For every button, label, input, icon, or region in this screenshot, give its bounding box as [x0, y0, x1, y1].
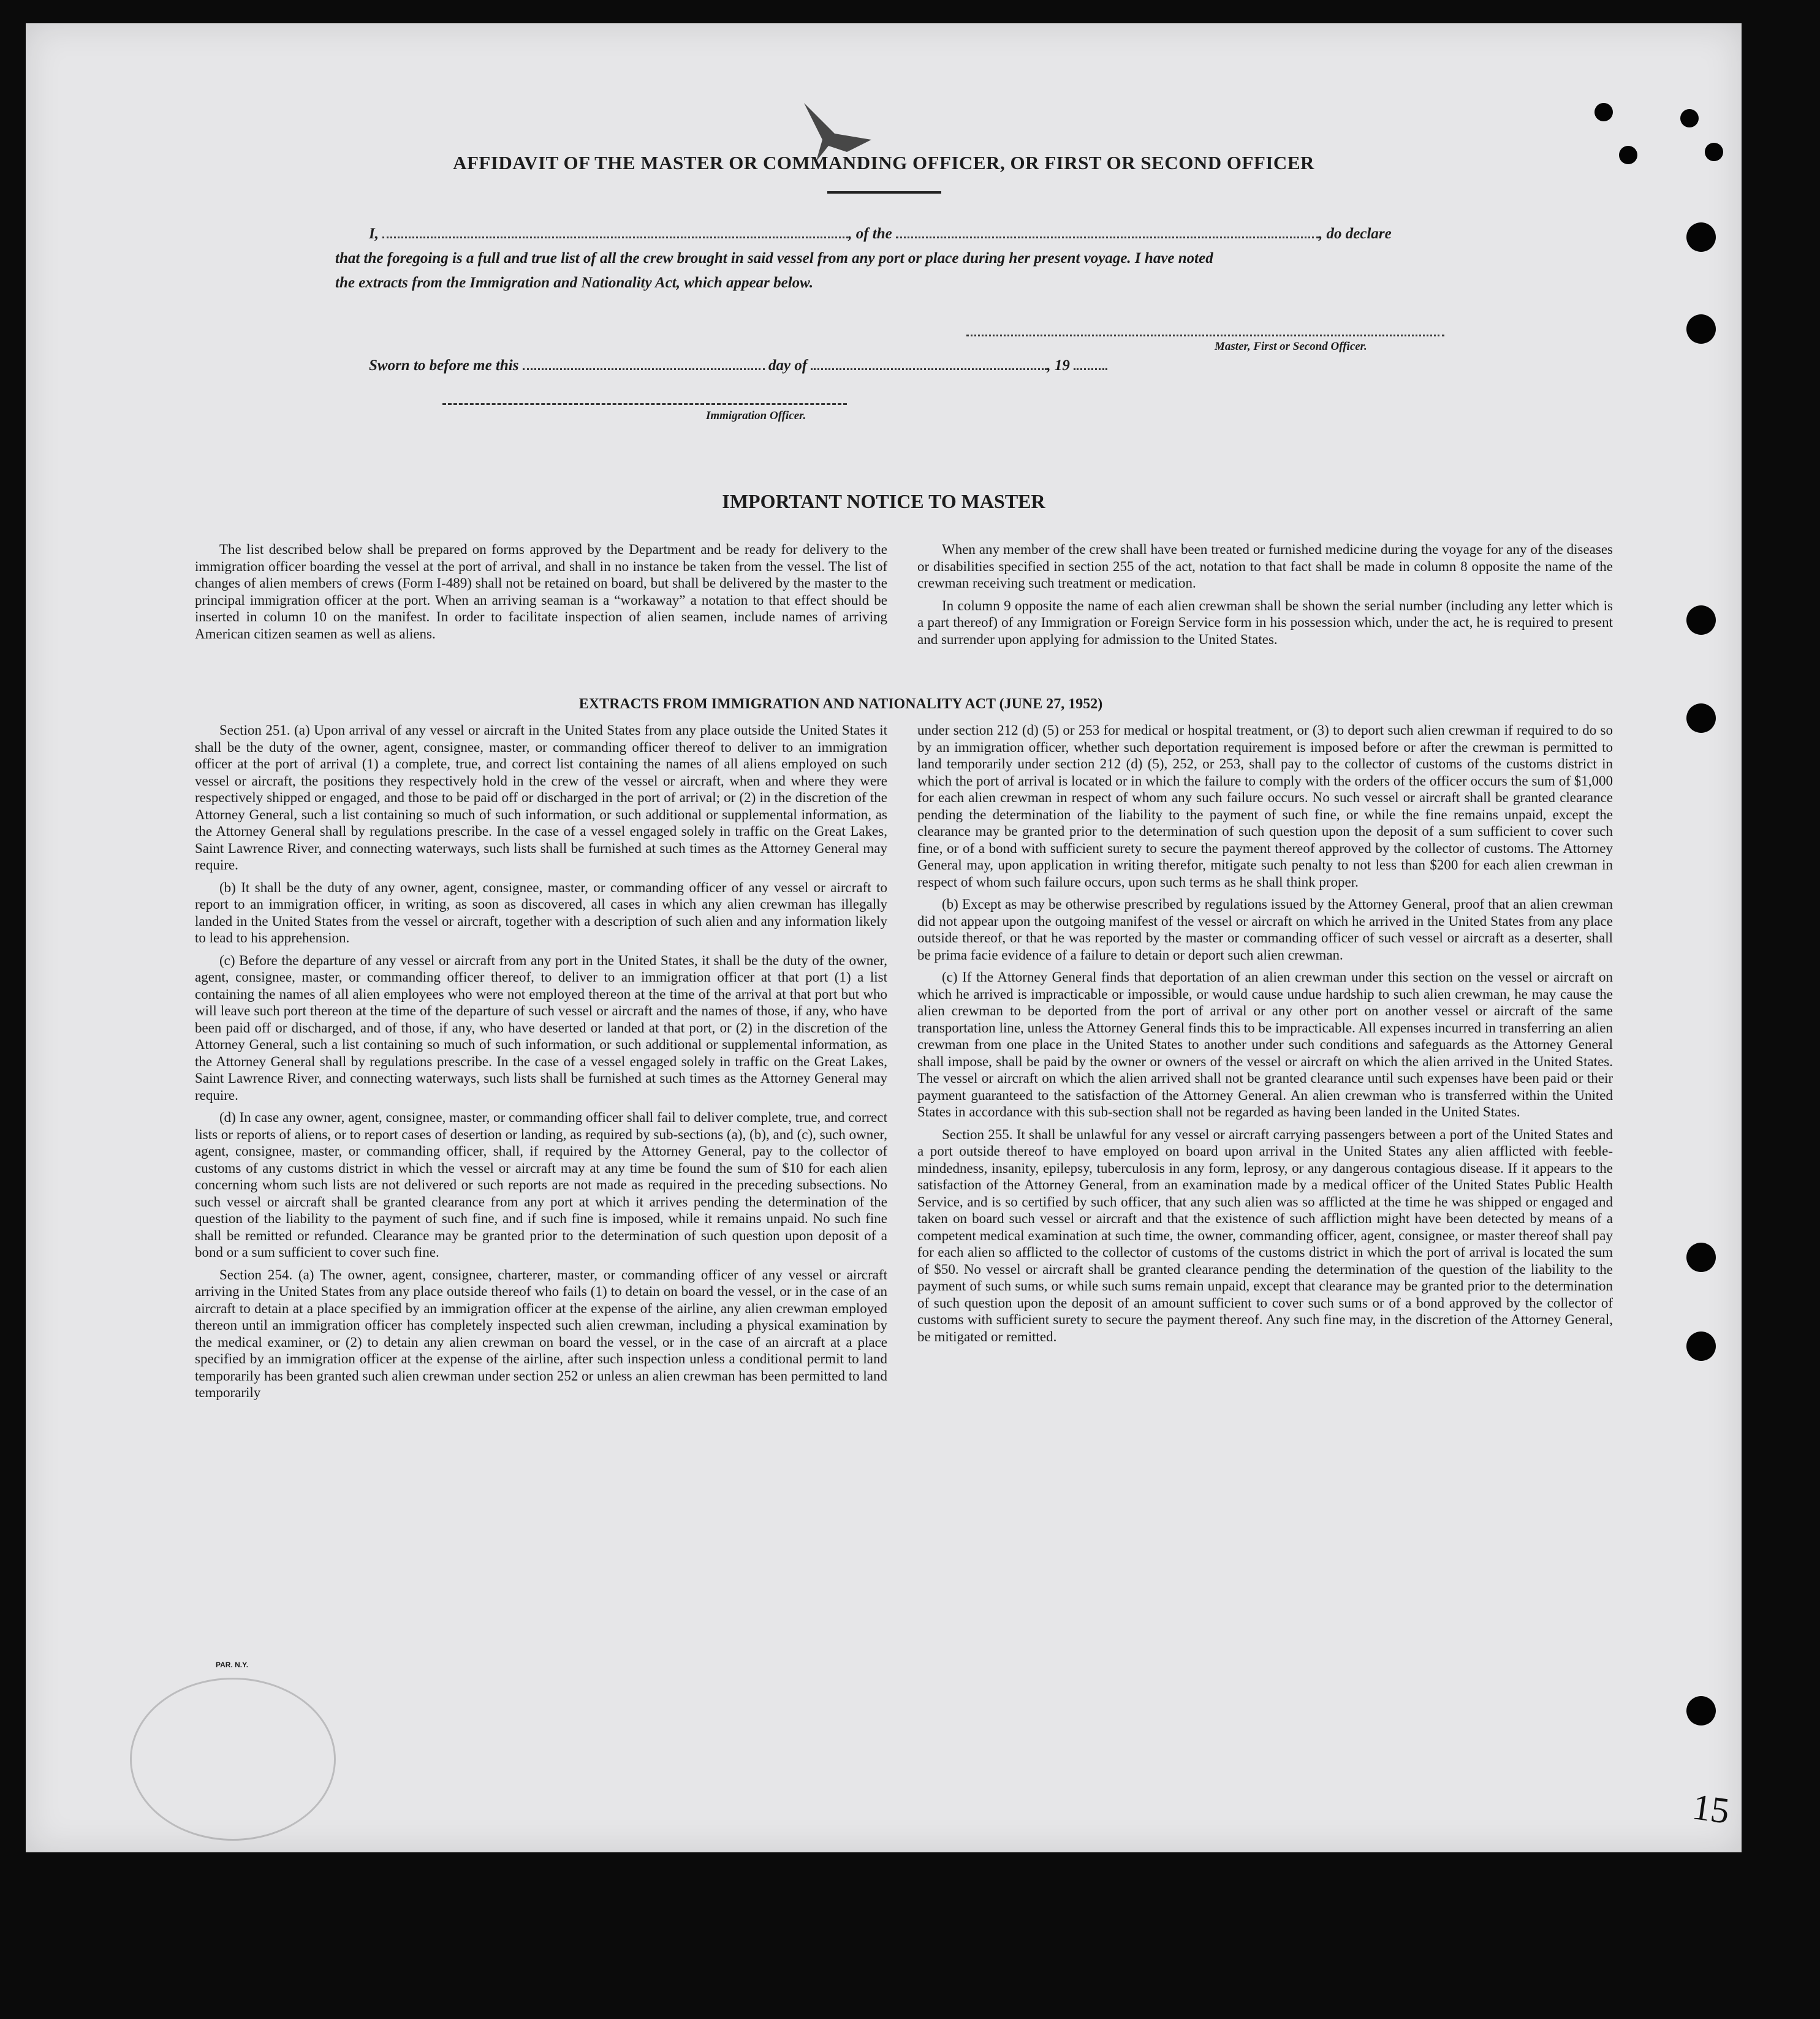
section-251-a: Section 251. (a) Upon arrival of any vessel or aircraft in the United States from any place outside the United States it shall be the duty of the owner, agent, consignee, master, or commanding officer thereof to deliver to an immigration officer at the port of arrival (1) a complete, true, and correct list containing the names of all aliens employed on such vessel or aircraft, the positions they respectively hold in the crew of the vessel or aircraft, when and where they were respectively shipped or engaged, and those to be paid off or discharged in the port of arrival; or (2) in the discretion of the Attorney General, such a list containing so much of such information, or such additional or supplemental information, as the Attorney General shall by regulations prescribe. In the case of a vessel engaged solely in traffic on the Great Lakes, Saint Lawrence River, and connecting waterways, such lists shall be furnished at such times as the Attorney General may require.: [195, 722, 887, 873]
name-blank: [382, 235, 848, 238]
affidavit-title: AFFIDAVIT OF THE MASTER OR COMMANDING OFFICER, OR FIRST OR SECOND OFFICER: [453, 152, 1314, 173]
sworn-year-label: , 19: [1047, 357, 1070, 374]
notice-right-paragraph-2: In column 9 opposite the name of each alien crewman shall be shown the serial number (including any letter which is a part thereof) of any Immigration or Foreign Service form in his possession which, under the act, he is required to present and surrender upon applying for admission to the United States.: [917, 597, 1613, 647]
notice-left-paragraph: The list described below shall be prepared on forms approved by the Department and be ready for delivery to the immigration officer boarding the vessel at the port of arrival, and shall in no instance be taken from the vessel. The list of changes of alien members of crews (Form I-489) shall not be retained on board, but shall be delivered by the master to the principal immigration officer at the port. When an arriving seaman is a “workaway” a notation to that effect should be inserted in column 10 on the manifest. In order to facilitate inspection of alien seamen, include names of arriving American citizen seamen as well as aliens.: [195, 542, 887, 642]
notice-right-column: [917, 541, 1613, 653]
faint-stamp: [130, 1678, 336, 1841]
affidavit-of-the: , of the: [848, 225, 892, 242]
handwritten-mark: 15: [1689, 1786, 1732, 1831]
section-254-a-continued: under section 212 (d) (5) or 253 for medical or hospital treatment, or (3) to deport such alien crewman if required to do so by an immigration officer, whether such deportation requirement is imposed before or after the crewman is permitted to land temporarily under section 212 (d) (5), 252, or 253, shall pay to the collector of customs of the customs district in which the port of arrival is located or in which the failure to comply with the orders of the officer occurs the sum of $1,000 for each alien crewman in respect of whom any such failure occurs. No such vessel or aircraft shall be granted clearance pending the determination of the liability to the payment of such fine, or while the fine remains unpaid, except the clearance may be granted prior to the determination of such question upon the deposit of a sum sufficient to cover such fine, or of a bond with sufficient surety to secure the payment thereof approved by the collector of customs. The Attorney General may, upon application in writing therefor, mitigate such penalty to not less than $200 for each alien crewman in respect of whom such failure occurs, upon such terms as he shall think proper.: [917, 722, 1613, 890]
section-254-a: Section 254. (a) The owner, agent, consignee, charterer, master, or commanding officer of any vessel or aircraft arriving in the United States from any place outside thereof who fails (1) to detain on board the vessel, or in the case of an aircraft to detain at a place specified by an immigration officer at the expense of the airline, any alien crewman employed thereon until an immigration officer has completely inspected such alien crewman, including a physical examination by the medical examiner, or (2) to detain any alien crewman on board the vessel, or in the case of an aircraft at a place specified by an immigration officer at the expense of the airline, after such inspection unless a conditional permit to land temporarily has been granted such alien crewman under section 252 or unless an alien crewman has been permitted to land temporarily: [195, 1267, 887, 1400]
printer-mark: PAR. N.Y.: [216, 1661, 249, 1669]
vessel-blank: [896, 235, 1319, 238]
affidavit-line-2: that the foregoing is a full and true list of all the crew brought in said vessel from any port or place during her present voyage. I have noted: [335, 250, 1213, 267]
affidavit-line-3: the extracts from the Immigration and Nationality Act, which appear below.: [335, 275, 814, 291]
affidavit-declare: , do declare: [1319, 225, 1392, 242]
master-signature-label: Master, First or Second Officer.: [1215, 340, 1367, 353]
section-254-b: (b) Except as may be otherwise prescribed by regulations issued by the Attorney General, proof that an alien crewman did not appear upon the outgoing manifest of the vessel or aircraft on which he arrived in the United States from any place outside thereof, or that he was reported by the master or commanding officer of such vessel or aircraft as a deserter, shall be prima facie evidence of a failure to detain or deport such alien crewman.: [917, 896, 1613, 963]
notice-right-paragraph-1: When any member of the crew shall have been treated or furnished medicine during the voyage for any of the diseases or disabilities specified in section 255 of the act, notation to that fact shall be made in column 8 opposite the name of the crewman receiving such treatment or medication.: [917, 542, 1613, 591]
extracts-right-column: [917, 722, 1613, 1350]
sworn-date-blank: [523, 367, 765, 370]
sworn-year-blank: [1074, 367, 1107, 370]
extracts-title: EXTRACTS FROM IMMIGRATION AND NATIONALITY ACT (JUNE 27, 1952): [578, 696, 1103, 712]
sworn-day-label: day of: [768, 357, 808, 374]
punch-hole: [1686, 222, 1716, 252]
sworn-month-blank: [811, 367, 1047, 370]
notice-title: IMPORTANT NOTICE TO MASTER: [722, 490, 1045, 512]
section-255: Section 255. It shall be unlawful for any vessel or aircraft carrying passengers between a port of the United States and a port outside thereof to have employed on board upon arrival in the United States any alien afflicted with feeble-mindedness, insanity, epilepsy, tuberculosis in any form, leprosy, or any dangerous contagious disease. If it appears to the satisfaction of the Attorney General, from an examination made by a medical officer of the United States Public Health Service, and is so certified by such officer, that any such alien was so afflicted at the time he was shipped or engaged and taken on board such vessel or aircraft and that the existence of such affliction might have been detected by means of a competent medical examination at such time, the owner, commanding officer, agent, consignee, or master thereof shall pay for each alien so afflicted to the collector of customs of the customs district in which the port of arrival is located the sum of $50. No vessel or aircraft shall be granted clearance pending the determination of the question of the liability to the payment of such sums, or while such sums remain unpaid, except that clearance may be granted prior to the determination of such question upon the deposit of an amount sufficient to cover such sums or of a bond approved by the collector of customs with sufficient surety to secure the payment thereof. Any such fine may, in the discretion of the Attorney General, be mitigated or remitted.: [917, 1126, 1613, 1344]
punch-hole: [1686, 1331, 1716, 1361]
punch-hole: [1680, 109, 1699, 127]
affidavit-line-1: [369, 225, 1472, 243]
title-underline: [827, 191, 941, 194]
officer-signature-line: [442, 403, 847, 405]
affidavit-i: I,: [369, 225, 379, 242]
master-signature-line: [966, 335, 1444, 336]
section-251-b: (b) It shall be the duty of any owner, agent, consignee, master, or commanding officer of any vessel or aircraft to report to an immigration officer, in writing, as soon as discovered, all cases in which any alien crewman has illegally landed in the United States from the vessel or aircraft, together with a description of such alien and any information likely to lead to his apprehension.: [195, 879, 887, 945]
section-254-c: (c) If the Attorney General finds that deportation of an alien crewman under this section on the vessel or aircraft on which he arrived is impracticable or impossible, or would cause undue hardship to such alien crewman, he may cause the alien crewman to be deported from the port of arrival or any other port on another vessel or aircraft of the same transportation line, unless the Attorney General finds this to be impracticable. All expenses incurred in transferring an alien crewman from one place in the United States to another under such conditions and safeguards as the Attorney General shall impose, shall be paid by the owner or owners of the vessel or aircraft on which the alien arrived in the United States. The vessel or aircraft on which the alien arrived shall not be granted clearance until such expenses have been paid or their payment guaranteed to the satisfaction of the Attorney General. An alien crewman who is transferred within the United States in accordance with this sub-section shall not be regarded as having been landed in the United States.: [917, 969, 1613, 1119]
notice-left-column: [195, 541, 887, 648]
section-251-c: (c) Before the departure of any vessel or aircraft from any port in the United States, it shall be the duty of the owner, agent, consignee, master, or commanding officer thereof, to deliver to an immigration officer at that port (1) a list containing the names of all alien employees who were not employed thereon at the time of the arrival at that port but who will leave such port thereon at the time of the departure of such vessel or aircraft and the names of those, if any, who have been paid off or discharged, and of those, if any, who have deserted or landed at that port, or (2) in the discretion of the Attorney General, such a list containing so much of such information, or such additional or supplemental information, as the Attorney General shall by regulations prescribe. In the case of a vessel engaged solely in traffic on the Great Lakes, Saint Lawrence River, and connecting waterways, such lists shall be furnished at such times as the Attorney General may require.: [195, 952, 887, 1103]
document-page: [26, 23, 1742, 1852]
punch-hole: [1686, 605, 1716, 635]
officer-signature-label: Immigration Officer.: [706, 409, 806, 422]
extracts-left-column: [195, 722, 887, 1407]
sworn-prefix: Sworn to before me this: [369, 357, 519, 374]
punch-hole: [1686, 1243, 1716, 1272]
punch-hole: [1686, 1696, 1716, 1725]
punch-hole: [1686, 314, 1716, 344]
sworn-line: [369, 357, 1288, 374]
punch-hole: [1594, 103, 1613, 121]
section-251-d: (d) In case any owner, agent, consignee, master, or commanding officer shall fail to deliver complete, true, and correct lists or reports of aliens, or to report cases of desertion or landing, as required by sub-sections (a), (b), and (c), such owner, agent, consignee, master, or commanding officer, shall, if required by the Attorney General, pay to the collector of customs of any customs district in which the vessel or aircraft may at any time be found the sum of $10 for each alien concerning whom such lists are not delivered or such reports are not made as required in the preceding subsections. No such vessel or aircraft shall be granted clearance from any port at which it arrives pending the determination of the question of the liability to the payment of such fine, and if such fine is imposed, while it remains unpaid. No such fine shall be remitted or refunded. Clearance may be granted prior to the determination of such question upon deposit of a bond or a sum sufficient to cover such fine.: [195, 1110, 887, 1260]
